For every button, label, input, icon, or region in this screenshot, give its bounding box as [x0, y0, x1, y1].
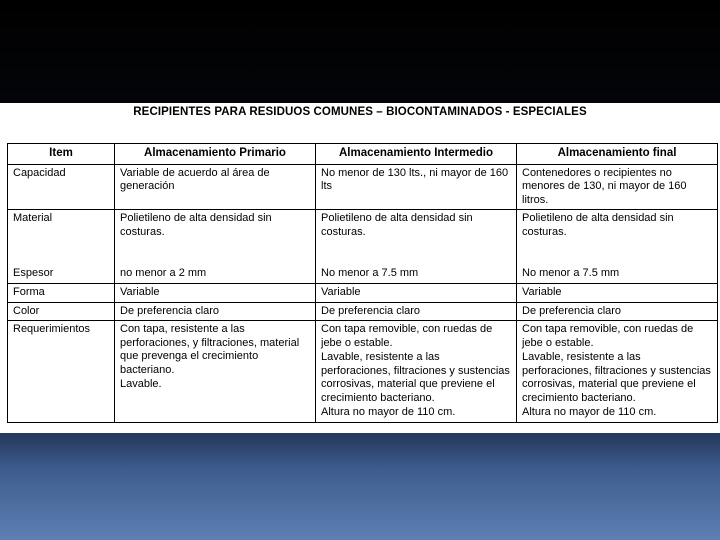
- requirement-text: Lavable, resistente a las perforaciones, filtraciones y sustencias corrosivas, material que previene el crecimiento bacteriano.: [321, 351, 510, 404]
- cell-final: Contenedores o recipientes no menores de 130, ni mayor de 160 litros.: [517, 164, 718, 210]
- material-text: Polietileno de alta densidad sin costuras.: [522, 212, 674, 238]
- requirement-text: Con tapa removible, con ruedas de jebe o estable.: [321, 323, 493, 349]
- requirement-text: Con tapa removible, con ruedas de jebe o estable.: [522, 323, 694, 349]
- cell-primario: Variable de acuerdo al área de generación: [115, 164, 316, 210]
- document-title: RECIPIENTES PARA RESIDUOS COMUNES – BIOCONTAMINADOS - ESPECIALES: [133, 106, 587, 118]
- table-row-forma: [8, 284, 718, 303]
- requirement-text: Lavable.: [120, 378, 162, 390]
- material-text: Polietileno de alta densidad sin costuras.: [321, 212, 473, 238]
- waste-containers-table: [7, 143, 718, 423]
- cell-primario: [115, 321, 316, 423]
- cell-final: De preferencia claro: [517, 302, 718, 321]
- material-text: Polietileno de alta densidad sin costuras.: [120, 212, 272, 238]
- row-label: Color: [8, 302, 115, 321]
- row-label: Material: [13, 212, 53, 224]
- table-row-color: [8, 302, 718, 321]
- row-label-cell: [8, 210, 115, 284]
- header-intermedio: Almacenamiento Intermedio: [316, 144, 517, 165]
- cell-primario: [115, 210, 316, 284]
- requirement-text: Altura no mayor de 110 cm.: [522, 406, 657, 418]
- espesor-text: No menor a 7.5 mm: [522, 266, 620, 279]
- requirement-text: Lavable, resistente a las perforaciones, filtraciones y sustencias corrosivas, material que previene el crecimiento bacteriano.: [522, 351, 711, 404]
- table-header-row: [8, 144, 718, 165]
- row-label-espesor: Espesor: [13, 266, 54, 279]
- cell-final: [517, 210, 718, 284]
- table-row-capacidad: [8, 164, 718, 210]
- cell-intermedio: [316, 210, 517, 284]
- header-item: Item: [8, 144, 115, 165]
- row-label: Capacidad: [8, 164, 115, 210]
- espesor-text: no menor a 2 mm: [120, 266, 207, 279]
- cell-primario: De preferencia claro: [115, 302, 316, 321]
- espesor-text: No menor a 7.5 mm: [321, 266, 419, 279]
- header-final: Almacenamiento final: [517, 144, 718, 165]
- cell-intermedio: Variable: [316, 284, 517, 303]
- table-row-material: [8, 210, 718, 284]
- requirement-text: Altura no mayor de 110 cm.: [321, 406, 456, 418]
- cell-intermedio: No menor de 130 lts., ni mayor de 160 lts: [316, 164, 517, 210]
- cell-intermedio: De preferencia claro: [316, 302, 517, 321]
- header-primario: Almacenamiento Primario: [115, 144, 316, 165]
- table-row-requerimientos: [8, 321, 718, 423]
- cell-final: Variable: [517, 284, 718, 303]
- row-label: Forma: [8, 284, 115, 303]
- cell-final: [517, 321, 718, 423]
- row-label: Requerimientos: [8, 321, 115, 423]
- cell-primario: Variable: [115, 284, 316, 303]
- requirement-text: Con tapa, resistente a las perforaciones, y filtraciones, material que prevenga el crecimiento bacteriano.: [120, 323, 300, 376]
- cell-intermedio: [316, 321, 517, 423]
